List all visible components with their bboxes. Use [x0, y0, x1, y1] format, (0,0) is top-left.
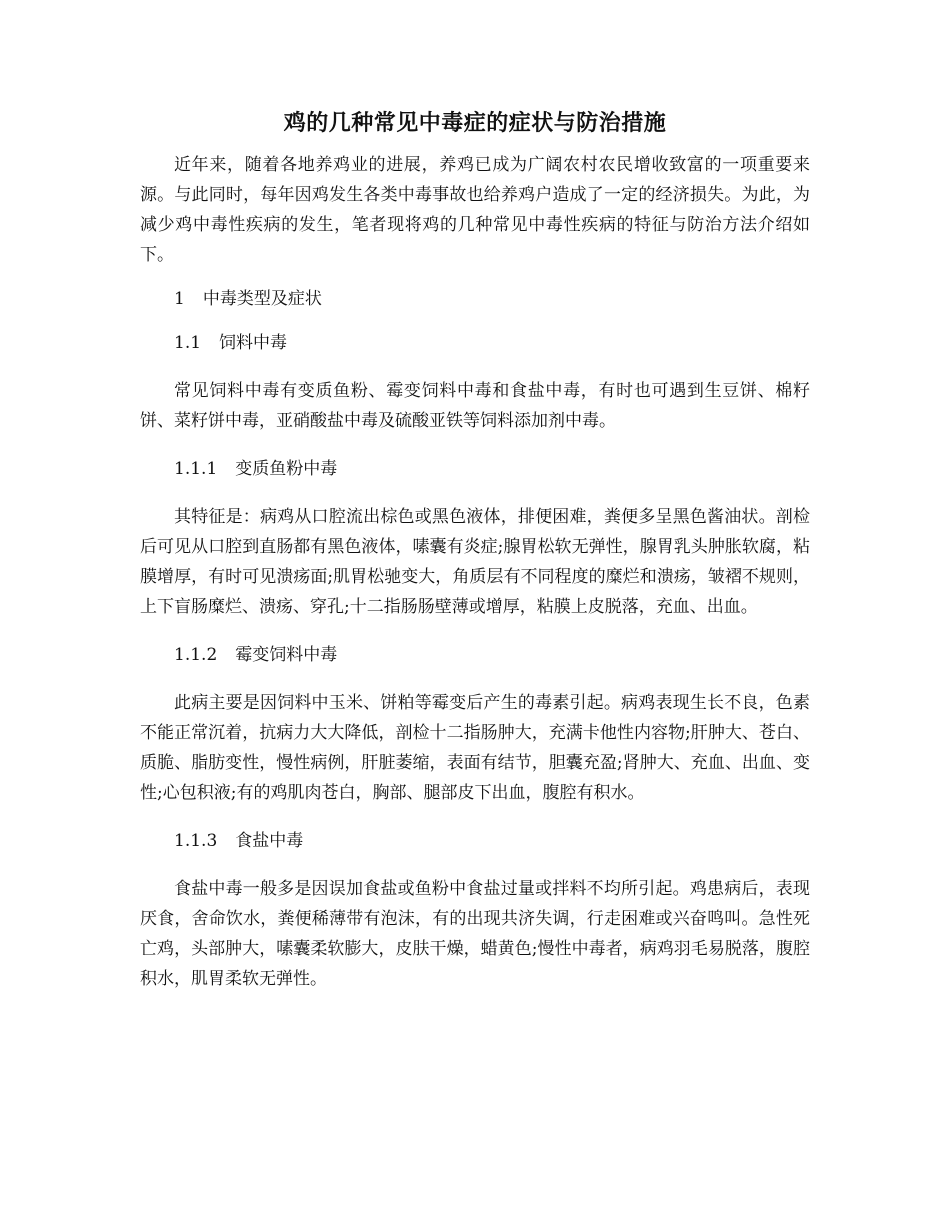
spacer [140, 358, 810, 376]
section-number: 1.1.2 [174, 645, 218, 665]
spacer [140, 670, 810, 688]
spacer [140, 808, 810, 826]
section-title: 变质鱼粉中毒 [235, 459, 338, 479]
spacer [140, 314, 810, 328]
section-1-heading [140, 284, 810, 314]
section-1-1-1-body: 其特征是：病鸡从口腔流出棕色或黑色液体，排便困难，粪便多呈黑色酱油状。剖检后可见从口腔到直肠都有黑色液体，嗉囊有炎症;腺胃松软无弹性，腺胃乳头肿胀软腐，粘膜增厚，有时可见溃疡面;肌胃松驰变大，角质层有不同程度的糜烂和溃疡，皱褶不规则，上下盲肠糜烂、溃疡、穿孔;十二指肠肠壁薄或增厚，粘膜上皮脱落，充血、出血。 [140, 507, 810, 617]
section-number: 1.1.3 [174, 831, 218, 851]
document-title: 鸡的几种常见中毒症的症状与防治措施 [283, 110, 667, 136]
section-number: 1.1 [174, 333, 202, 353]
section-title: 饲料中毒 [219, 333, 288, 353]
section-title: 霉变饲料中毒 [235, 645, 338, 665]
section-title: 食盐中毒 [235, 831, 304, 851]
section-1-1-2-body: 此病主要是因饲料中玉米、饼粕等霉变后产生的毒素引起。病鸡表现生长不良，色素不能正常沉着，抗病力大大降低，剖检十二指肠肿大，充满卡他性内容物;肝肿大、苍白、质脆、脂肪变性，慢性病例，肝脏萎缩，表面有结节，胆囊充盈;肾肿大、充血、出血、变性;心包积液;有的鸡肌肉苍白，胸部、腿部皮下出血，腹腔有积水。 [140, 693, 810, 803]
section-1-1-3-body: 食盐中毒一般多是因误加食盐或鱼粉中食盐过量或拌料不均所引起。鸡患病后，表现厌食，舍命饮水，粪便稀薄带有泡沫，有的出现共济失调，行走困难或兴奋鸣叫。急性死亡鸡，头部肿大，嗉囊柔软膨大，皮肤干燥，蜡黄色;慢性中毒者，病鸡羽毛易脱落，腹腔积水，肌胃柔软无弹性。 [140, 879, 810, 989]
spacer [140, 856, 810, 874]
section-title: 中毒类型及症状 [202, 289, 322, 309]
section-1-1-2-heading [140, 640, 810, 670]
spacer [140, 436, 810, 454]
section-1-1-1-heading [140, 454, 810, 484]
section-1-1-body: 常见饲料中毒有变质鱼粉、霉变饲料中毒和食盐中毒，有时也可遇到生豆饼、棉籽饼、菜籽饼中毒，亚硝酸盐中毒及硫酸亚铁等饲料添加剂中毒。 [140, 381, 810, 431]
section-1-1-heading [140, 328, 810, 358]
intro-paragraph: 近年来，随着各地养鸡业的进展，养鸡已成为广阔农村农民增收致富的一项重要来源。与此同时，每年因鸡发生各类中毒事故也给养鸡户造成了一定的经济损失。为此，为减少鸡中毒性疾病的发生，笔者现将鸡的几种常见中毒性疾病的特征与防治方法介绍如下。 [140, 155, 810, 265]
section-number: 1 [174, 289, 185, 309]
section-1-1-3-heading [140, 826, 810, 856]
spacer [140, 622, 810, 640]
section-number: 1.1.1 [174, 459, 218, 479]
spacer [140, 484, 810, 502]
spacer [140, 270, 810, 284]
